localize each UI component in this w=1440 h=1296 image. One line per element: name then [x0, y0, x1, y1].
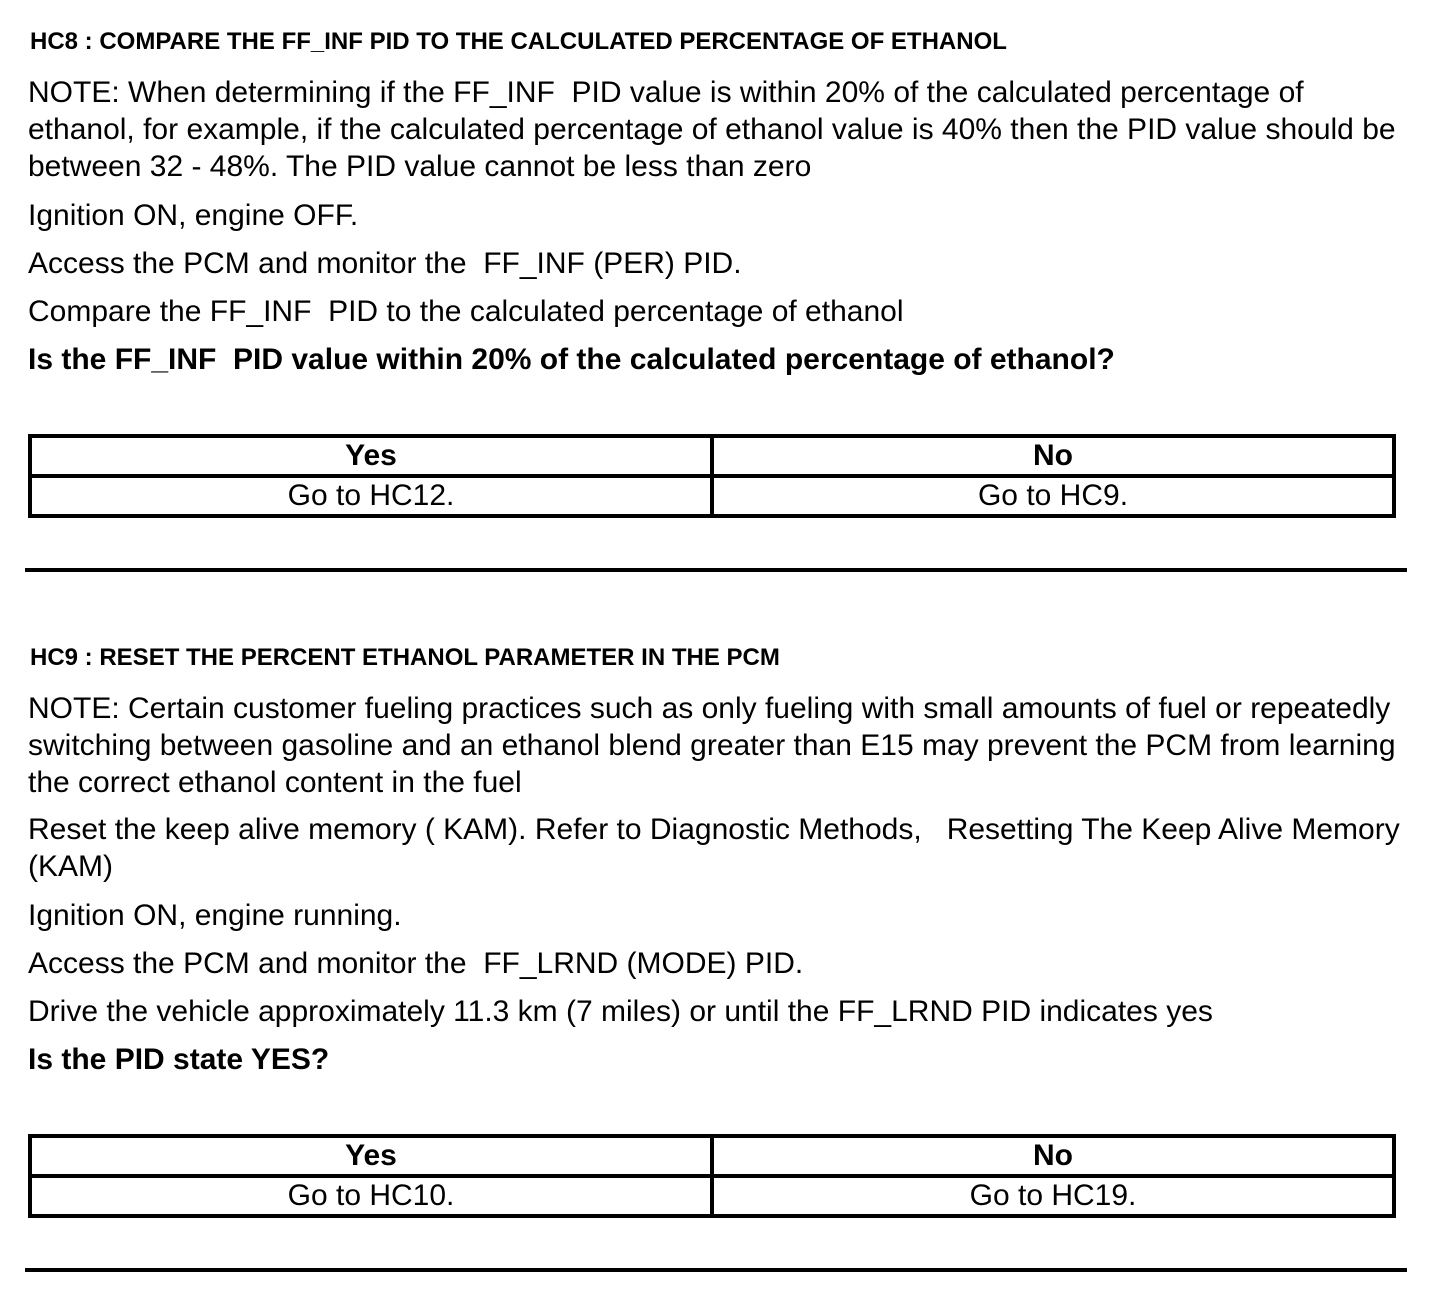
- section-divider: [25, 568, 1407, 572]
- question-hc8: Is the FF_INF PID value within 20% of the calculated percentage of ethanol?: [28, 343, 1115, 376]
- note-hc9: NOTE: Certain customer fueling practices such as only fueling with small amounts of fuel or repeatedly switching between gasoline and an ethanol blend greater than E15 may prevent the PCM from learning the correct ethanol content in the fuel: [28, 692, 1404, 799]
- yes-no-table-hc9: [28, 1134, 1396, 1218]
- no-action[interactable]: Go to HC19.: [712, 1176, 1394, 1216]
- yes-header: Yes: [30, 436, 712, 476]
- step-hc9-1: Reset the keep alive memory ( KAM). Refer to Diagnostic Methods, Resetting The Keep Alive Memory (KAM): [28, 813, 1409, 883]
- no-header: No: [712, 1136, 1394, 1176]
- section-divider: [25, 1268, 1407, 1272]
- step-hc8-3: Compare the FF_INF PID to the calculated percentage of ethanol: [28, 295, 904, 328]
- no-header: No: [712, 436, 1394, 476]
- note-hc8: NOTE: When determining if the FF_INF PID value is within 20% of the calculated percentage of ethanol, for example, if the calculated percentage of ethanol value is 40% then the PID value should be between 32 - 48%. The PID value cannot be less than zero: [28, 76, 1404, 183]
- step-hc9-2: Ignition ON, engine running.: [28, 899, 402, 932]
- yes-action[interactable]: Go to HC10.: [30, 1176, 712, 1216]
- step-hc8-1: Ignition ON, engine OFF.: [28, 199, 359, 232]
- yes-no-table-hc8: [28, 434, 1396, 518]
- yes-action[interactable]: Go to HC12.: [30, 476, 712, 516]
- step-hc9-4: Drive the vehicle approximately 11.3 km (7 miles) or until the FF_LRND PID indicates yes: [28, 995, 1213, 1028]
- no-action[interactable]: Go to HC9.: [712, 476, 1394, 516]
- step-hc8-2: Access the PCM and monitor the FF_INF (PER) PID.: [28, 247, 742, 280]
- step-hc9-3: Access the PCM and monitor the FF_LRND (MODE) PID.: [28, 947, 804, 980]
- question-hc9: Is the PID state YES?: [28, 1043, 330, 1076]
- yes-header: Yes: [30, 1136, 712, 1176]
- step-title-hc9: HC9 : RESET THE PERCENT ETHANOL PARAMETER IN THE PCM: [30, 644, 780, 671]
- step-title-hc8: HC8 : COMPARE THE FF_INF PID TO THE CALCULATED PERCENTAGE OF ETHANOL: [30, 28, 1007, 55]
